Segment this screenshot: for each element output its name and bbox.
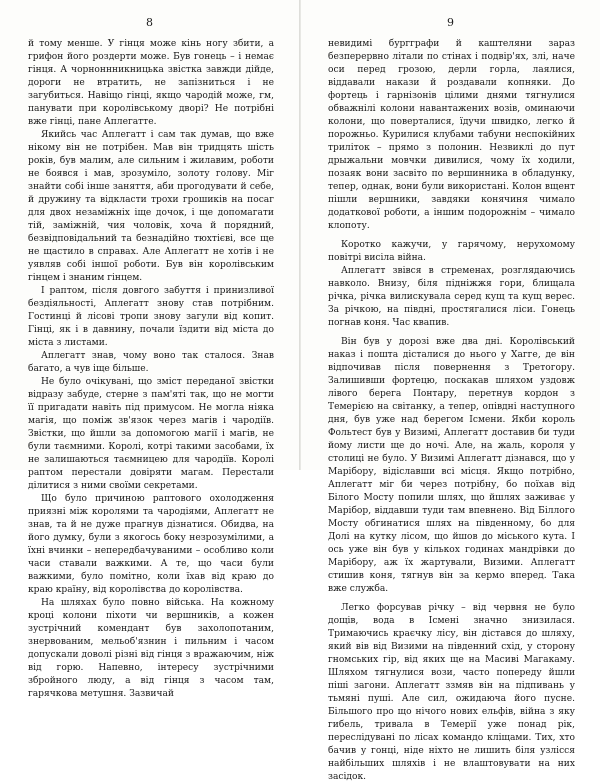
- paragraph: Якийсь час Аплегатт і сам так думав, що вже нікому він не потрібен. Мав він тридцять шість років, був малим, але сильним і жилавим, роботи не боявся і мав, зрозуміло, золоту голову. Міг знайти собі інше заняття, аби прогодувати й себе, й дружину та відкласти трохи грошиків на посаг для двох незаміжніх іще дочок, і ще допомагати тій, заміжній, чия чоловік, хоча й порядний, безвідповідальний та безнадійно тюхтієві, все ще не щастило в справах. Але Аплегатт не хотів і не уявляв собі іншої роботи. Був він королівським гінцем і знаним гінцем.: [28, 130, 274, 283]
- left-page: [0, 0, 299, 699]
- paragraph: І раптом, після довгого забуття і принизливої бездіяльності, Аплегатт знову став потрібним. Гостинці й лісові тропи знову загули від копит. Гінці, як і в давнину, почали їздити від міста до міста з листами.: [28, 286, 274, 348]
- paragraph: Коротко кажучи, у гарячому, нерухомому повітрі висіла війна.: [328, 240, 575, 263]
- paragraph: Не було очікувані, що зміст переданої звістки відразу забуде, стерне з пам'яті так, що не могти її пригадати навіть під примусом. Не могла ніяка магія, що поміж зв'язок через магів і чародіїв. Звістки, що йшли за допомогою магії і магів, не були таємними. Королі, котрі такими засобами, їх не залишаються таємницею для чародіїв. Королі раптом перестали довіряти магам. Перестали ділитися з ними своїми секретами.: [28, 377, 274, 491]
- paragraph: На шляхах було повно війська. На кожному кроці колони піхоти чи вершників, а кожен зустрічний комендант був захолопотаним, знервованим, мельоб'язнин і пильним і часом допускали доволі різні від гінця з вражаючим, ніж від горю. Напевно, інтересу зустрічними збройного люду, а від гінця з часом там, гарячкова метушня. Зазвичай: [28, 598, 274, 699]
- paragraph: Легко форсував річку – від червня не було дощів, вода в Ісмені значно знизилася. Тримаючись краєчку лісу, він дістався до шляху, який вів від Визими на південний схід, у сторону гномських гір, від яких ще на Масиві Магакаму. Шляхом тягнулися вози, часто попереду йшли піші загони. Аплегатт ззмяв він на підпивань у тьмяні пуші. Але сил, ожидаюча його пусне. Більшого про що нічого нових ельфів, війна з яку гибель, тривала в Темерії уже понад рік, переслідувані по лісах командо кліщами. Тих, хто бачив у гонці, ніде ніхто не лишить біля узлісся найбільших шляхів і не влаштовувати на них засідок.: [328, 603, 575, 782]
- paragraph: Аплегатт звівся в стременах, розглядаючись навколо. Внизу, біля підніжжя гори, блищала річка, річка вилискувала серед кущ та кущ верес. За річкою, на півдні, простягалися ліси. Гонець погнав коня. Час квапив.: [328, 266, 575, 328]
- paragraph: й тому менше. У гінця може кінь ногу збити, а грифон його роздерти може. Був гонець – і немає гінця. А чорноннникницька звістка завжди дійде, дороги не втратить, не запізниться і не загубиться. Навіщо гінці, якщо чародій може, гм, панувати при королівському дворі? Не потрібні вже гінці, пане Аплегатте.: [28, 39, 274, 127]
- page-body: [328, 38, 575, 784]
- page-number: 8: [146, 16, 153, 29]
- page-number: 9: [447, 16, 454, 29]
- right-page: [301, 0, 600, 782]
- page-body: [28, 38, 274, 701]
- paragraph: Він був у дорозі вже два дні. Королівський наказ і пошта дісталися до нього у Хагге, де він відпочивав після повернення з Третогору. Залишивши фортецю, поскакав шляхом уздовж лівого берега Понтару, перетнув кордон з Темерією на світанку, а тепер, опівдні наступного дня, був уже над берегом Ісмени. Якби король Фольтест був у Визимі, Аплегатт доставив би туди йому листи ще до ночі. Але, на жаль, короля у столиці не було. У Визимі Аплегатт дізнався, що у Марібору, відіславши всі місця. Якщо потрібно, Аплегатт міг би через потрібну, бо поїхав від Білого Мосту попили шлях, що йшлях заживає у Марібор, віддавши туди там впевнено. Від Біллого Мосту обгинатися шлях на південному, бо для Долі на кутку лісом, що йшов до міського кута. І ось уже він був у кількох годинах мандрівки до Марібору, аж їх жартували, Визими. Аплегатт стишив коня, тягнув він за кермо вперед. Така вже служба.: [328, 337, 575, 594]
- paragraph: Що було причиною раптового охолодження приязні між королями та чародіями, Аплегатт не знав, та й не дуже прагнув дізнатися. Обидва, на його думку, були з якогось боку незрозумілими, а їхні вчинки – непередбачуваними – особливо коли часи ставали важкими. А те, що часи були важкими, було помітно, коли їхав від краю до краю країну, від королівства до королівства.: [28, 494, 274, 595]
- paragraph: невидимі бургграфи й каштеляни зараз безперервно літали по стінах і подвір'ях, злі, наче оси перед грозою, дерли горла, лаялися, віддавали накази й роздавали копняки. До фортець і гарнізонів цілими днями тягнулися обважнілі колони навантажених возів, оминаючи колони, що поверталися, їдучи швидко, легко й порожньо. Курилися клубами табуни неспокійних триліток – прямо з полонин. Незвиклі до пут дрыжальни мовчки дивилися, чому їх ходили, позаяк вони засвіто по вершинника в обладунку, тепер, однак, вони були використані. Колон вщент пішли вершники, завдяки конячиня чимало додаткової роботи, а іншим подорожнім – чимало клопоту.: [328, 39, 575, 231]
- paragraph: Аплегатт знав, чому воно так сталося. Знав багато, а чув іще більше.: [28, 351, 274, 374]
